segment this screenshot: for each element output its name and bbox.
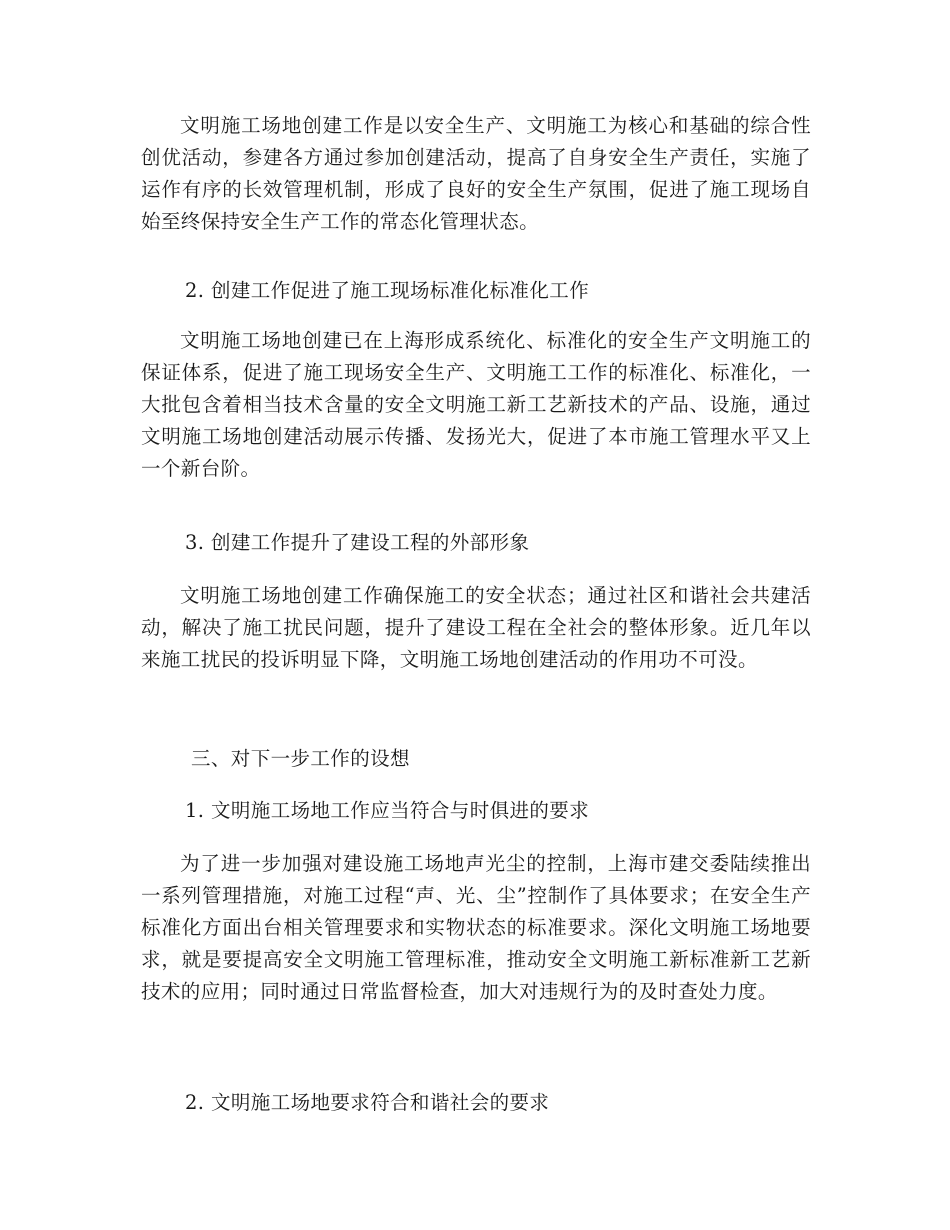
subheading: 2. 创建工作促进了施工现场标准化标准化工作 [185,279,590,302]
paragraph-block [141,580,811,676]
section-heading: 三、对下一步工作的设想 [191,747,410,770]
heading-block [141,743,811,775]
subheading: 2. 文明施工场地要求符合和谐社会的要求 [185,1091,550,1114]
paragraph: 文明施工场地创建已在上海形成系统化、标准化的安全生产文明施工的保证体系，促进了施工现场安全生产、文明施工工作的标准化、标准化，一大批包含着相当技术含量的安全文明施工新工艺新技术的产品、设施，通过文明施工场地创建活动展示传播、发扬光大，促进了本市施工管理水平又上一个新台阶。 [141,329,811,480]
paragraph: 文明施工场地创建工作是以安全生产、文明施工为核心和基础的综合性创优活动，参建各方通过参加创建活动，提高了自身安全生产责任，实施了运作有序的长效管理机制，形成了良好的安全生产氛围，促进了施工现场自始至终保持安全生产工作的常态化管理状态。 [141,114,811,233]
subheading: 3. 创建工作提升了建设工程的外部形象 [185,531,530,554]
heading-block [141,795,811,827]
heading-block [141,1087,811,1119]
paragraph-block [141,325,811,485]
heading-block [141,527,811,559]
heading-block [141,275,811,307]
paragraph: 文明施工场地创建工作确保施工的安全状态；通过社区和谐社会共建活动，解决了施工扰民问题，提升了建设工程在全社会的整体形象。近几年以来施工扰民的投诉明显下降，文明施工场地创建活动的作用功不可没。 [141,584,811,671]
subheading: 1. 文明施工场地工作应当符合与时俱进的要求 [185,799,590,822]
paragraph: 为了进一步加强对建设施工场地声光尘的控制，上海市建交委陆续推出一系列管理措施，对施工过程“声、光、尘”控制作了具体要求；在安全生产标准化方面出台相关管理要求和实物状态的标准要求。深化文明施工场地要求，就是要提高安全文明施工管理标准，推动安全文明施工新标准新工艺新技术的应用；同时通过日常监督检查，加大对违规行为的及时查处力度。 [141,852,811,1003]
paragraph-block [141,110,811,238]
paragraph-block [141,848,811,1008]
